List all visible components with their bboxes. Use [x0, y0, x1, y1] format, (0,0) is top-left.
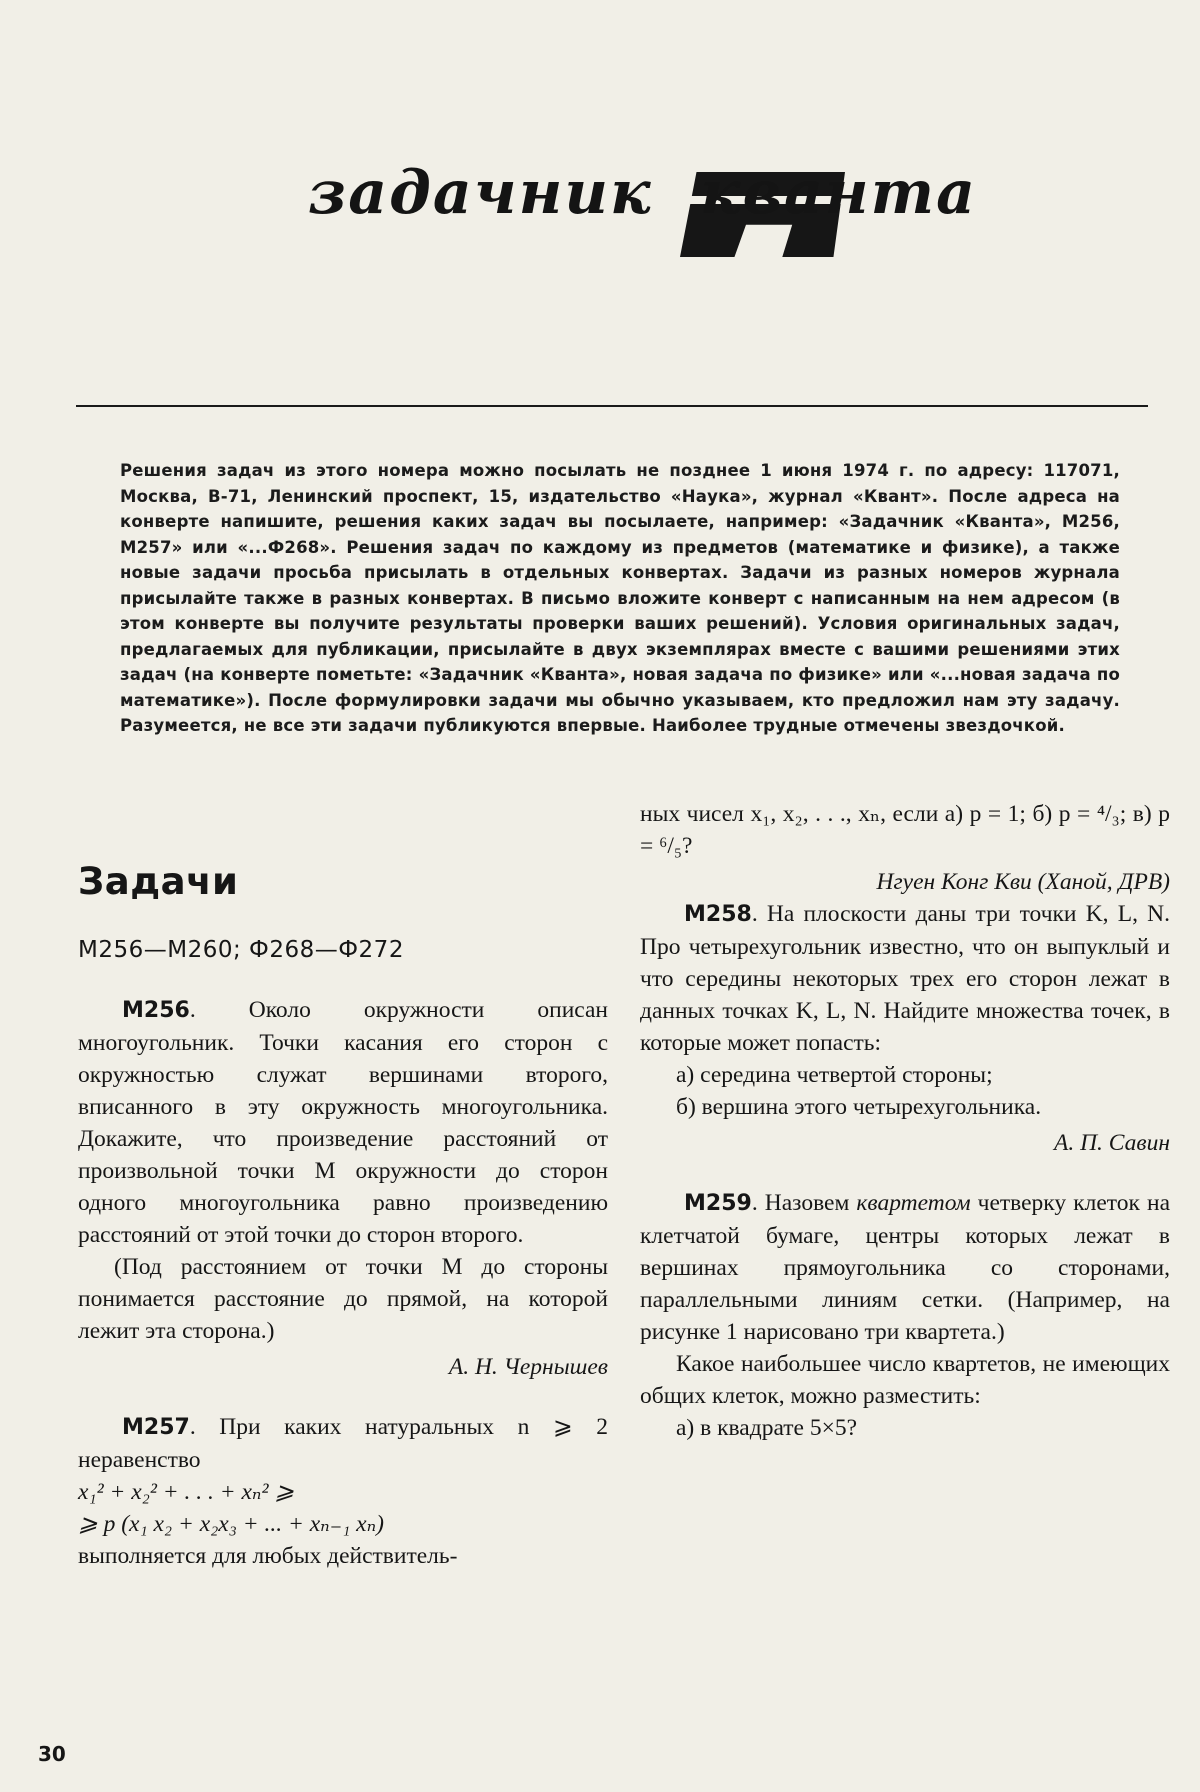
- formula-line-1: x₁² + x₂² + . . . + xₙ² ⩾: [78, 1479, 295, 1505]
- problem-m258: [640, 898, 1170, 1059]
- problem-text: . На плоскости даны три точки K, L, N. Про четырехугольник известно, что он выпуклый и что середины некоторых трех его сторон лежат в данных точках K, L, N. Найдите множества точек, в которые может попасть:: [640, 901, 1170, 1056]
- problem-option-a: а) середина четвертой стороны;: [676, 1062, 993, 1088]
- problem-text: . При каких натуральных n ⩾ 2 неравенство: [78, 1414, 608, 1473]
- header-word-zadachnik: задачник: [308, 158, 653, 228]
- left-column: [78, 862, 608, 1572]
- header-divider: [76, 405, 1148, 407]
- problem-m257: [78, 1411, 608, 1476]
- magazine-section-header: [300, 150, 1000, 280]
- problem-author: А. Н. Чернышев: [448, 1354, 608, 1380]
- problem-text: . Назовем: [751, 1190, 857, 1216]
- problem-number: М259: [684, 1191, 752, 1216]
- problem-option-b: б) вершина этого четырехугольника.: [676, 1094, 1042, 1120]
- problem-text: . Около окружности описан многоугольник. Точки касания его сторон с окружностью служат вершинами второго, вписанного в эту окружность многоугольника. Докажите, что произведение расстояний от произвольной точки M окружности до сторон одного многоугольника равно произведению расстояний от этой точки до сторон второго.: [78, 997, 608, 1248]
- problem-author: Нгуен Конг Кви (Ханой, ДРВ): [876, 869, 1170, 895]
- problem-m257-continued: ных чисел x₁, x₂, . . ., xₙ, если а) p = 1; б) p = ⁴/₃; в) p = ⁶/₅?: [640, 801, 1170, 859]
- submission-notice: Решения задач из этого номера можно посылать не позднее 1 июня 1974 г. по адресу: 117071, Москва, В-71, Ленинский проспект, 15, издательство «Наука», журнал «Квант». После адреса на конверте напишите, решения каких задач вы посылаете, например: «Задачник «Кванта», М256, М257» или «...Ф268». Решения задач по каждому из предметов (математике и физике), а также новые задачи просьба присылать в отдельных конвертах. Задачи из разных номеров журнала присылайте также в разных конвертах. В письмо вложите конверт с написанным на нем адресом (в этом конверте вы получите результаты проверки ваших решений). Условия оригинальных задач, предлагаемых для публикации, присылайте в двух экземплярах вместе с вашими решениями этих задач (на конверте пометьте: «Задачник «Кванта», новая задача по физике» или «...новая задача по математике»). После формулировки задачи мы обычно указываем, кто предложил нам эту задачу. Разумеется, не все эти задачи публикуются впервые. Наиболее трудные отмечены звездочкой.: [120, 461, 1120, 735]
- page-number: 30: [38, 1742, 66, 1766]
- section-title: Задачи: [78, 860, 239, 903]
- problem-author: А. П. Савин: [1053, 1130, 1170, 1156]
- problem-text: четверку клеток на клетчатой бумаге, центры которых лежат в вершинах прямоугольника со сторонами, параллельными линиям сетки. (Например, на рисунке 1 нарисовано три квартета.): [640, 1190, 1170, 1345]
- header-word-kvanta: кванта: [700, 158, 977, 228]
- problem-range: М256—М260; Ф268—Ф272: [78, 937, 404, 963]
- problem-text-continued: выполняется для любых действитель-: [78, 1543, 458, 1569]
- problem-number: М256: [122, 998, 190, 1023]
- formula-line-2: ⩾ p (x₁ x₂ + x₂x₃ + ... + xₙ₋₁ xₙ): [78, 1511, 384, 1537]
- problem-number: М258: [684, 902, 752, 927]
- right-column: [640, 798, 1170, 1444]
- problem-number: М257: [122, 1415, 190, 1440]
- problem-option-a: а) в квадрате 5×5?: [676, 1415, 858, 1441]
- problem-note: (Под расстоянием от точки M до стороны понимается расстояние до прямой, на которой лежит эта сторона.): [78, 1254, 608, 1344]
- problem-m259: [640, 1187, 1170, 1348]
- problem-m256: [78, 994, 608, 1251]
- problem-question: Какое наибольшее число квартетов, не имеющих общих клеток, можно разместить:: [640, 1351, 1170, 1409]
- problem-term: квартетом: [856, 1190, 971, 1216]
